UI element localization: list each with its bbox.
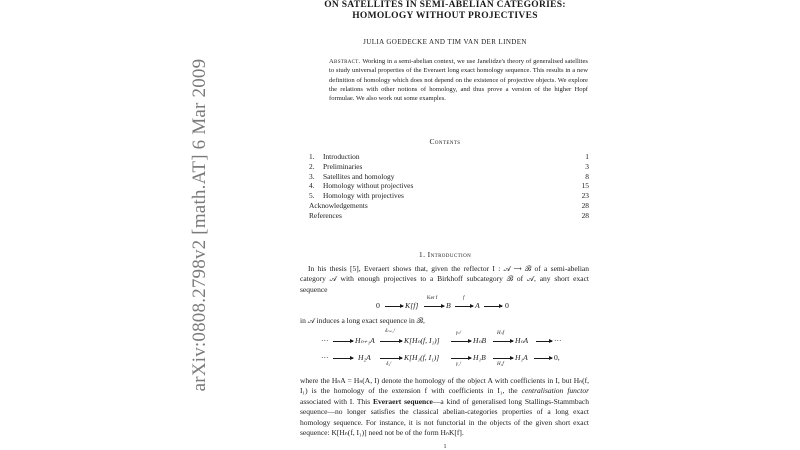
toc-item-satellites[interactable] bbox=[309, 172, 589, 182]
toc-item-page: 28 bbox=[581, 210, 589, 220]
seq-zero-right: 0 bbox=[505, 301, 509, 310]
intro-paragraph-3 bbox=[300, 376, 589, 438]
toc-item-page: 28 bbox=[581, 200, 589, 210]
abstract bbox=[329, 57, 588, 103]
row1-delta-label: δₙ₊₁ᶠ bbox=[385, 329, 395, 334]
toc-item-page: 3 bbox=[585, 161, 589, 171]
diagram-arrow bbox=[451, 358, 471, 359]
paper-authors: JULIA GOEDECKE AND TIM VAN DER LINDEN bbox=[363, 38, 527, 46]
diagram-arrow bbox=[536, 341, 552, 342]
seq-ker-label: Ker f bbox=[427, 296, 438, 301]
seq-zero-left: 0 bbox=[376, 301, 380, 310]
para3-rest: —a kind of generalised long Stallings-Stammbach sequence—no longer satisfies the classical abelian-categories properties of a long exact homology sequence. For instance, it is not functorial in the objects of the given short exact sequence: K[Hₙ(f, I₁)] need not be of the form HₙK[f]. bbox=[300, 396, 589, 438]
toc-item-title: Acknowledgements bbox=[309, 200, 368, 210]
toc-item-page: 23 bbox=[581, 191, 589, 201]
seq-arrow bbox=[455, 306, 473, 307]
toc-item-without-projectives[interactable] bbox=[309, 181, 589, 191]
row2-node-h2a: H₂A bbox=[358, 353, 371, 362]
toc-item-title: Satellites and homology bbox=[323, 171, 395, 181]
toc-item-title: Homology with projectives bbox=[323, 191, 404, 201]
seq-A: A bbox=[475, 301, 480, 310]
diagram-arrow bbox=[493, 358, 513, 359]
toc-item-title: References bbox=[309, 210, 342, 220]
intro-paragraph-1: In his thesis [5], Everaert shows that, given the reflector I : 𝒜 ⟶ ℬ of a semi-abelian category 𝒜 with enough projectives to a Birkhoff subcategory ℬ of 𝒜, any short exact sequence bbox=[300, 264, 589, 294]
toc-item-number: 5. bbox=[309, 191, 315, 201]
row2-end-zero: 0, bbox=[554, 353, 560, 362]
row1-node-hna: HₙA bbox=[515, 336, 529, 345]
row1-node-hn1a: Hₙ₊₁A bbox=[355, 336, 375, 345]
table-of-contents bbox=[309, 152, 589, 221]
toc-item-page: 8 bbox=[585, 171, 589, 181]
row1-hnf-label: Hₙf bbox=[497, 331, 504, 336]
toc-item-title: Introduction bbox=[323, 152, 360, 161]
row1-dots-left: ··· bbox=[321, 336, 329, 345]
para3-associated: associated with I. This bbox=[300, 396, 373, 406]
diagram-arrow bbox=[451, 341, 471, 342]
seq-arrow bbox=[385, 306, 403, 307]
row2-delta-label: δ₂ᶠ bbox=[386, 362, 391, 367]
abstract-label: Abstract. bbox=[329, 58, 361, 65]
seq-kernel: K[f] bbox=[405, 301, 419, 310]
toc-item-references[interactable] bbox=[309, 211, 589, 221]
toc-item-introduction[interactable] bbox=[309, 152, 589, 162]
intro-paragraph-2: in 𝒜 induces a long exact sequence in ℬ, bbox=[300, 316, 425, 325]
section-heading-introduction: 1. Introduction bbox=[418, 250, 472, 259]
toc-item-title: Preliminaries bbox=[323, 161, 363, 171]
para3-centralisation-functor: centralisation functor bbox=[521, 386, 589, 396]
row2-dots-left: ··· bbox=[321, 353, 329, 362]
contents-heading: Contents bbox=[429, 137, 461, 146]
diagram-arrow bbox=[534, 358, 552, 359]
seq-f-label: f bbox=[463, 296, 465, 301]
abstract-text: Working in a semi-abelian context, we use Janelidze's theory of generalised satellites to study universal properties of the Everaert long exact homology sequence. This results in a new definition of homology which does not depend on the existence of projective objects. We explore the relations with other notions of homology, and thus prove a version of the higher Hopf formulae. We also work out some examples. bbox=[329, 58, 588, 103]
toc-item-with-projectives[interactable] bbox=[309, 191, 589, 201]
page-number: 1 bbox=[443, 444, 447, 450]
arxiv-identifier-stamp: arXiv:0808.2798v2 [math.AT] 6 Mar 2009 bbox=[189, 58, 210, 392]
row2-h1f-label: H₁f bbox=[497, 362, 504, 367]
seq-arrow bbox=[484, 306, 502, 307]
seq-arrow bbox=[424, 306, 444, 307]
para3-everaert-sequence: Everaert sequence bbox=[372, 396, 433, 406]
row2-node-h1b: H₁B bbox=[473, 353, 486, 362]
toc-item-number: 1. bbox=[309, 152, 315, 161]
row2-gamma-label: γ₁ᶠ bbox=[456, 362, 461, 367]
toc-item-page: 1 bbox=[585, 152, 589, 161]
toc-item-number: 3. bbox=[309, 171, 315, 181]
seq-B: B bbox=[446, 301, 451, 310]
diagram-arrow bbox=[380, 358, 402, 359]
row1-node-hnb: HₙB bbox=[473, 336, 487, 345]
toc-item-page: 15 bbox=[581, 181, 589, 191]
diagram-arrow bbox=[493, 341, 513, 342]
toc-item-preliminaries[interactable] bbox=[309, 162, 589, 172]
row1-node-khn: K[Hₙ(f, I₁)] bbox=[404, 336, 440, 345]
diagram-arrow bbox=[333, 358, 353, 359]
para3-line2: in I, but Hₙ(f, I₁) is the homology of the extension f with coefficients in I₁, bbox=[300, 376, 589, 396]
paper-title-line2: HOMOLOGY WITHOUT PROJECTIVES bbox=[352, 11, 538, 21]
row2-node-kh1: K[H₁(f, I₁)] bbox=[404, 353, 440, 362]
toc-item-acknowledgements[interactable] bbox=[309, 201, 589, 211]
toc-item-number: 4. bbox=[309, 181, 315, 191]
toc-item-number: 2. bbox=[309, 161, 315, 171]
diagram-arrow bbox=[380, 341, 402, 342]
diagram-arrow bbox=[333, 341, 353, 342]
para3-line1: where the HₙA = Hₙ(A, I) denote the homology of the object A with coefficients bbox=[300, 376, 546, 385]
row1-dots-right: ··· bbox=[554, 336, 562, 345]
para3-the: the bbox=[508, 386, 522, 396]
toc-item-title: Homology without projectives bbox=[323, 181, 414, 191]
row2-node-h1a: H₁A bbox=[515, 353, 528, 362]
paper-title-line1: ON SATELLITES IN SEMI-ABELIAN CATEGORIES: bbox=[324, 0, 566, 10]
row1-gamma-label: γₙᶠ bbox=[456, 331, 461, 336]
